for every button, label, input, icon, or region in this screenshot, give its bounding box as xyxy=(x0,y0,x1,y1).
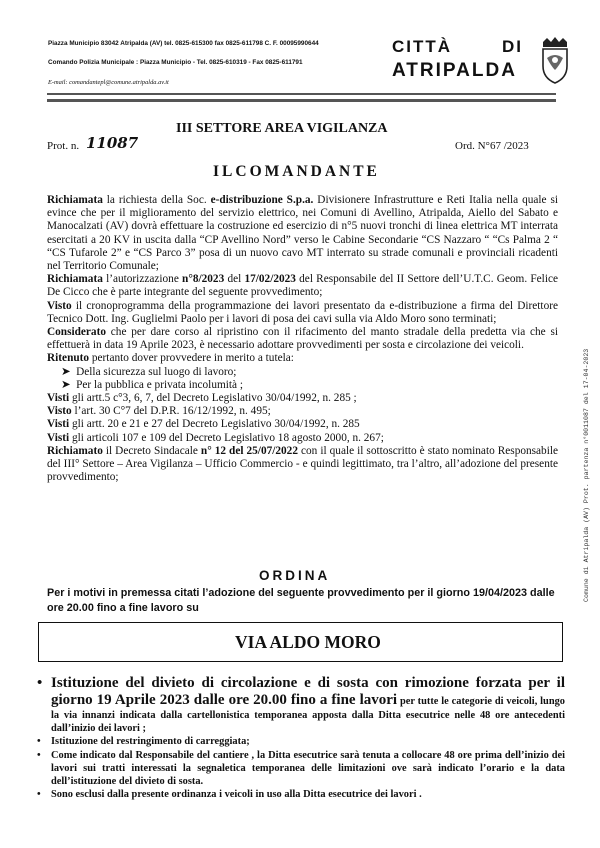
ordina-intro: Per i motivi in premessa citati l’adozione del seguente provvedimento per il giorno 19/04/2023 dalle ore 20.00 fino a fine lavoro su xyxy=(47,587,555,614)
preamble-law-4: Visti gli articoli 107 e 109 del Decreto Legislativo 18 agosto 2000, n. 267; xyxy=(47,431,384,444)
preamble-decree: Richiamato il Decreto Sindacale n° 12 del 25/07/2022 con il quale il sottoscritto è stato nominato Responsabile del III° Settore – Area Vigilanza – Ufficio Commercio - e quindi legittimato, tra l’altro, all’adozione del presente provvedimento; xyxy=(47,444,558,484)
protocol-label: Prot. n. xyxy=(47,140,80,152)
preamble-deemed: Ritenuto pertanto dover provvedere in merito a tutela: xyxy=(47,352,294,365)
preamble-law-1: Visti gli artt.5 c°3, 6, 7, del Decreto Legislativo 30/04/1992, n. 285 ; xyxy=(47,392,357,405)
provisions-list xyxy=(37,675,565,801)
bullet-icon: • xyxy=(37,789,41,801)
letterhead-address: Piazza Municipio 83042 Atripalda (AV) tel. 0825-615300 fax 0825-611798 C. F. 00095990644 xyxy=(48,40,319,47)
ordina-heading: ORDINA xyxy=(259,568,331,583)
preamble-considered: Considerato che per dare corso al ripristino con il rifacimento del manto stradale della predetta via che si effettuerà in data 19 Aprile 2023, è necessario adottare provvedimenti per sosta e circolazione dei veicoli. xyxy=(47,326,558,352)
protocol-number: 11087 xyxy=(86,134,139,152)
preamble-law-2: Visto l’art. 30 C°7 del D.P.R. 16/12/1992, n. 495; xyxy=(47,405,271,418)
sector-title: III SETTORE AREA VIGILANZA xyxy=(176,121,388,136)
header-rule-bottom xyxy=(47,99,556,102)
street-name: VIA ALDO MORO xyxy=(235,632,381,652)
preamble-law-3: Visti gli artt. 20 e 21 e 27 del Decreto Legislativo 30/04/1992, n. 285 xyxy=(47,418,360,431)
ordinance-number: Ord. N°67 /2023 xyxy=(455,140,529,152)
protocol-side-stamp: Comune di Atripalda (AV) Prot. partenza n°0011087 del 17-04-2023 xyxy=(583,348,590,602)
bullet-icon: • xyxy=(37,675,43,691)
city-word-di: DI xyxy=(502,37,523,56)
arrow-bullet-icon: ➤ xyxy=(61,365,77,378)
preamble-request: Richiamata la richiesta della Soc. e-distribuzione S.p.a. Divisionere Infrastrutture e Reti Italia nella quale si evince che per il miglioramento del servizio elettrico, nei Comuni di Avellino, Atripalda, Aiello del Sabato e Manocalzati (AV) dovrà effettuare la costruzione ed esercizio di n°5 nuovi tronchi di linea elettrica MT interrata esercitati a 20 KV in uscita dalla “CP Avellino Nord” verso le Cabine Secondarie “CS Nazzaro “ “Cs Palma 2 “ “CS Tufarole 2” e “CS Parco 3” posa di un nuovo cavo MT interrato su strade comunali e provinciali ricadenti nel Territorio Comunale; xyxy=(47,194,559,273)
preamble xyxy=(47,194,558,484)
preamble-schedule: Visto il cronoprogramma della programmazione dei lavori presentato da e-distribuzione a firma del Direttore Tecnico Dott. Ing. Guglielmi Paolo per i lavori di posa dei cavi sulla via Aldo Moro sono terminati; xyxy=(47,299,558,325)
city-name: ATRIPALDA xyxy=(392,60,517,81)
letterhead-police: Comando Polizia Municipale : Piazza Municipio - Tel. 0825-610319 - Fax 0825-611791 xyxy=(48,59,303,66)
provision-exclusion: • Sono esclusi dalla presente ordinanza i veicoli in uso alla Ditta esecutrice dei lavori . xyxy=(37,789,422,801)
provision-ban: • Istituzione del divieto di circolazione e di sosta con rimozione forzata per il giorno 19 Aprile 2023 dalle ore 20.00 fino a fine lavori per tutte le categorie di veicoli, lungo la via innanzi indicata dalla cartellonistica temporanea apposta dalla Ditta esecutrice nelle 48 ore antecedenti dall’inizio dei lavori ; xyxy=(37,675,565,735)
arrow-bullet-icon: ➤ xyxy=(61,378,77,391)
header-rule-top xyxy=(47,93,556,95)
coat-of-arms-icon xyxy=(538,36,572,84)
preamble-authorization: Richiamata l’autorizzazione n°8/2023 del 17/02/2023 del Responsabile del II Settore dell’U.T.C. Geom. Felice De Cicco che è parte integrante del seguente provvedimento; xyxy=(47,273,558,299)
provision-narrowing: • Istituzione del restringimento di carreggiata; xyxy=(37,736,250,748)
document-title: ILCOMANDANTE xyxy=(213,163,380,180)
bullet-icon: • xyxy=(37,736,41,748)
bullet-icon: • xyxy=(37,749,41,761)
provision-signage: • Come indicato dal Responsabile del cantiere , la Ditta esecutrice sarà tenuta a collocare 48 ore prima dell’inizio dei lavori sui tratti interessati la segnaletica temporanea delle limitazioni ove sarà indicato l’orario e la data dell’istituzione del divieto di sosta. xyxy=(37,749,565,788)
preamble-bullet-safety: ➤ Della sicurezza sul luogo di lavoro; xyxy=(61,365,237,378)
letterhead-email: E-mail: comandantepl@comune.atripalda.av.it xyxy=(48,79,169,86)
city-word-citta: CITTÀ xyxy=(392,37,453,56)
preamble-bullet-public: ➤ Per la pubblica e privata incolumità ; xyxy=(61,378,244,391)
